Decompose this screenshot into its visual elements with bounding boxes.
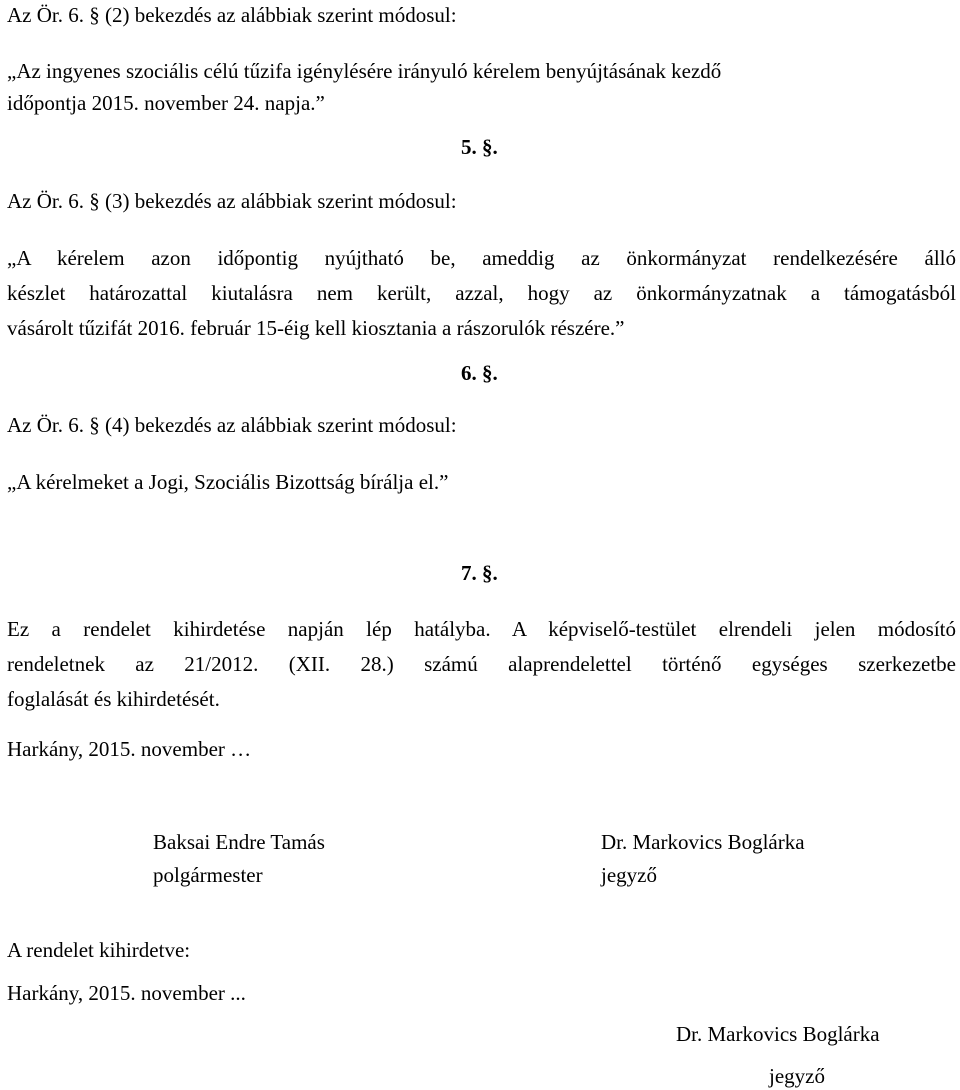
notary-name: Dr. Markovics Boglárka	[601, 830, 805, 854]
amendment-quote-line: „A kérelmeket a Jogi, Szociális Bizottság bírálja el.”	[7, 470, 449, 494]
effective-date-line: rendeletnek az 21/2012. (XII. 28.) számú alaprendelettel történő egységes szerkezetbe	[7, 652, 956, 676]
section-heading-5: 5. §.	[461, 135, 498, 159]
mayor-name: Baksai Endre Tamás	[153, 830, 325, 854]
promulgation-notary-title: jegyző	[769, 1064, 825, 1088]
amendment-quote-line: készlet határozattal kiutalásra nem került, azzal, hogy az önkormányzatnak a támogatásból	[7, 281, 956, 305]
mayor-title: polgármester	[153, 863, 263, 887]
amendment-quote-line: vásárolt tűzifát 2016. február 15-éig kell kiosztania a rászorulók részére.”	[7, 316, 625, 340]
amendment-quote-line: időpontja 2015. november 24. napja.”	[7, 91, 325, 115]
amendment-intro-6-3: Az Ör. 6. § (3) bekezdés az alábbiak szerint módosul:	[7, 189, 457, 213]
effective-date-line: Ez a rendelet kihirdetése napján lép hatályba. A képviselő-testület elrendeli jelen módosító	[7, 617, 956, 641]
promulgation-place-date: Harkány, 2015. november ...	[7, 981, 246, 1005]
amendment-quote-line: „Az ingyenes szociális célú tűzifa igénylésére irányuló kérelem benyújtásának kezdő	[7, 59, 722, 83]
promulgation-notary-name: Dr. Markovics Boglárka	[676, 1022, 880, 1046]
notary-title: jegyző	[601, 863, 657, 887]
promulgation-label: A rendelet kihirdetve:	[7, 938, 191, 962]
amendment-quote-line: „A kérelem azon időpontig nyújtható be, ameddig az önkormányzat rendelkezésére álló	[7, 246, 956, 270]
amendment-intro-6-4: Az Ör. 6. § (4) bekezdés az alábbiak szerint módosul:	[7, 413, 457, 437]
section-heading-7: 7. §.	[461, 561, 498, 585]
place-date: Harkány, 2015. november …	[7, 737, 252, 761]
effective-date-line: foglalását és kihirdetését.	[7, 687, 220, 711]
section-heading-6: 6. §.	[461, 361, 498, 385]
amendment-intro-6-2: Az Ör. 6. § (2) bekezdés az alábbiak szerint módosul:	[7, 3, 457, 27]
